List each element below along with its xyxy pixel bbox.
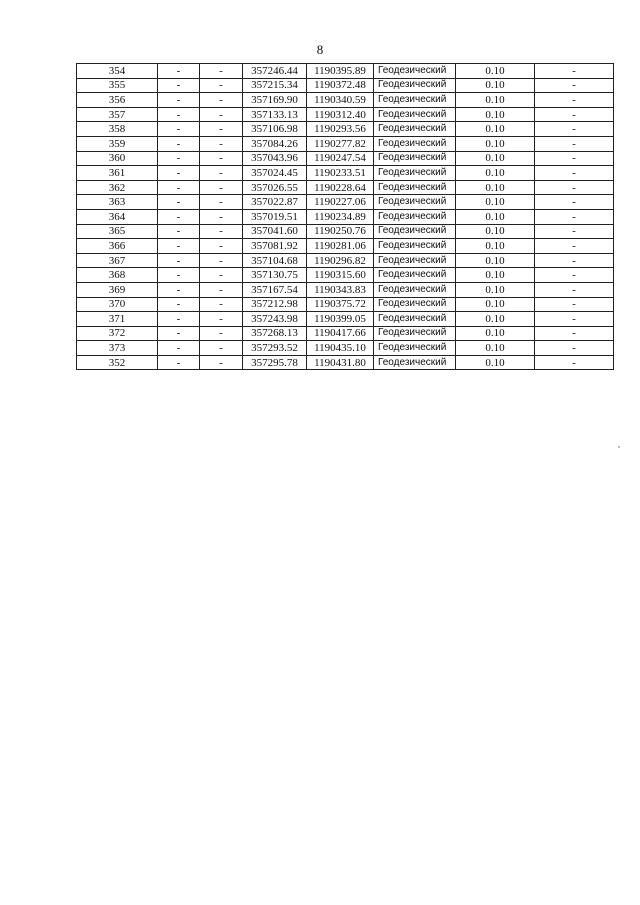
empty-x-cell: - — [158, 78, 200, 93]
x-coordinate-cell: 357133.13 — [243, 107, 307, 122]
empty-y-cell: - — [200, 78, 243, 93]
y-coordinate-cell: 1190417.66 — [307, 326, 374, 341]
empty-x-cell: - — [158, 209, 200, 224]
point-number-cell: 368 — [77, 268, 158, 283]
accuracy-cell: 0.10 — [456, 326, 535, 341]
empty-x-cell: - — [158, 268, 200, 283]
accuracy-cell: 0.10 — [456, 180, 535, 195]
note-cell: - — [535, 195, 614, 210]
empty-y-cell: - — [200, 253, 243, 268]
method-cell: Геодезический — [374, 195, 456, 210]
accuracy-cell: 0.10 — [456, 224, 535, 239]
accuracy-cell: 0.10 — [456, 355, 535, 370]
note-cell: - — [535, 180, 614, 195]
empty-x-cell: - — [158, 224, 200, 239]
y-coordinate-cell: 1190296.82 — [307, 253, 374, 268]
accuracy-cell: 0.10 — [456, 297, 535, 312]
table-row — [77, 166, 614, 181]
accuracy-cell: 0.10 — [456, 64, 535, 79]
x-coordinate-cell: 357293.52 — [243, 341, 307, 356]
empty-y-cell: - — [200, 64, 243, 79]
x-coordinate-cell: 357041.60 — [243, 224, 307, 239]
accuracy-cell: 0.10 — [456, 312, 535, 327]
empty-y-cell: - — [200, 122, 243, 137]
method-cell: Геодезический — [374, 64, 456, 79]
note-cell: - — [535, 136, 614, 151]
table-row — [77, 195, 614, 210]
empty-x-cell: - — [158, 107, 200, 122]
point-number-cell: 356 — [77, 93, 158, 108]
x-coordinate-cell: 357169.90 — [243, 93, 307, 108]
accuracy-cell: 0.10 — [456, 268, 535, 283]
method-cell: Геодезический — [374, 93, 456, 108]
accuracy-cell: 0.10 — [456, 282, 535, 297]
page-number: 8 — [316, 42, 324, 57]
point-number-cell: 357 — [77, 107, 158, 122]
note-cell: - — [535, 239, 614, 254]
method-cell: Геодезический — [374, 151, 456, 166]
x-coordinate-cell: 357243.98 — [243, 312, 307, 327]
table-row — [77, 312, 614, 327]
y-coordinate-cell: 1190372.48 — [307, 78, 374, 93]
empty-y-cell: - — [200, 209, 243, 224]
coordinates-table-body — [77, 64, 614, 370]
y-coordinate-cell: 1190233.51 — [307, 166, 374, 181]
empty-x-cell: - — [158, 151, 200, 166]
y-coordinate-cell: 1190277.82 — [307, 136, 374, 151]
accuracy-cell: 0.10 — [456, 341, 535, 356]
method-cell: Геодезический — [374, 282, 456, 297]
point-number-cell: 352 — [77, 355, 158, 370]
y-coordinate-cell: 1190228.64 — [307, 180, 374, 195]
method-cell: Геодезический — [374, 107, 456, 122]
empty-y-cell: - — [200, 239, 243, 254]
point-number-cell: 355 — [77, 78, 158, 93]
y-coordinate-cell: 1190312.40 — [307, 107, 374, 122]
method-cell: Геодезический — [374, 341, 456, 356]
empty-x-cell: - — [158, 136, 200, 151]
accuracy-cell: 0.10 — [456, 107, 535, 122]
method-cell: Геодезический — [374, 312, 456, 327]
empty-y-cell: - — [200, 151, 243, 166]
table-row — [77, 209, 614, 224]
point-number-cell: 364 — [77, 209, 158, 224]
note-cell: - — [535, 107, 614, 122]
note-cell: - — [535, 312, 614, 327]
x-coordinate-cell: 357022.87 — [243, 195, 307, 210]
empty-x-cell: - — [158, 341, 200, 356]
note-cell: - — [535, 93, 614, 108]
table-row — [77, 224, 614, 239]
x-coordinate-cell: 357295.78 — [243, 355, 307, 370]
y-coordinate-cell: 1190293.56 — [307, 122, 374, 137]
y-coordinate-cell: 1190234.89 — [307, 209, 374, 224]
accuracy-cell: 0.10 — [456, 93, 535, 108]
empty-x-cell: - — [158, 326, 200, 341]
accuracy-cell: 0.10 — [456, 78, 535, 93]
empty-y-cell: - — [200, 93, 243, 108]
margin-speck — [618, 446, 620, 448]
empty-y-cell: - — [200, 180, 243, 195]
method-cell: Геодезический — [374, 253, 456, 268]
table-row — [77, 78, 614, 93]
note-cell: - — [535, 64, 614, 79]
x-coordinate-cell: 357130.75 — [243, 268, 307, 283]
table-row — [77, 253, 614, 268]
accuracy-cell: 0.10 — [456, 195, 535, 210]
accuracy-cell: 0.10 — [456, 253, 535, 268]
note-cell: - — [535, 341, 614, 356]
point-number-cell: 369 — [77, 282, 158, 297]
method-cell: Геодезический — [374, 297, 456, 312]
empty-y-cell: - — [200, 224, 243, 239]
method-cell: Геодезический — [374, 239, 456, 254]
point-number-cell: 370 — [77, 297, 158, 312]
y-coordinate-cell: 1190247.54 — [307, 151, 374, 166]
accuracy-cell: 0.10 — [456, 151, 535, 166]
note-cell: - — [535, 151, 614, 166]
x-coordinate-cell: 357106.98 — [243, 122, 307, 137]
x-coordinate-cell: 357268.13 — [243, 326, 307, 341]
empty-y-cell: - — [200, 268, 243, 283]
table-row — [77, 122, 614, 137]
method-cell: Геодезический — [374, 326, 456, 341]
y-coordinate-cell: 1190315.60 — [307, 268, 374, 283]
y-coordinate-cell: 1190431.80 — [307, 355, 374, 370]
empty-y-cell: - — [200, 312, 243, 327]
point-number-cell: 373 — [77, 341, 158, 356]
empty-x-cell: - — [158, 180, 200, 195]
empty-x-cell: - — [158, 166, 200, 181]
x-coordinate-cell: 357084.26 — [243, 136, 307, 151]
empty-y-cell: - — [200, 326, 243, 341]
coordinates-table — [76, 63, 614, 370]
note-cell: - — [535, 209, 614, 224]
note-cell: - — [535, 122, 614, 137]
table-row — [77, 268, 614, 283]
table-row — [77, 93, 614, 108]
y-coordinate-cell: 1190399.05 — [307, 312, 374, 327]
empty-x-cell: - — [158, 253, 200, 268]
x-coordinate-cell: 357081.92 — [243, 239, 307, 254]
x-coordinate-cell: 357167.54 — [243, 282, 307, 297]
note-cell: - — [535, 297, 614, 312]
note-cell: - — [535, 166, 614, 181]
method-cell: Геодезический — [374, 122, 456, 137]
empty-y-cell: - — [200, 166, 243, 181]
point-number-cell: 358 — [77, 122, 158, 137]
method-cell: Геодезический — [374, 268, 456, 283]
accuracy-cell: 0.10 — [456, 166, 535, 181]
x-coordinate-cell: 357024.45 — [243, 166, 307, 181]
point-number-cell: 372 — [77, 326, 158, 341]
accuracy-cell: 0.10 — [456, 239, 535, 254]
point-number-cell: 371 — [77, 312, 158, 327]
x-coordinate-cell: 357246.44 — [243, 64, 307, 79]
x-coordinate-cell: 357215.34 — [243, 78, 307, 93]
note-cell: - — [535, 282, 614, 297]
empty-y-cell: - — [200, 195, 243, 210]
table-row — [77, 136, 614, 151]
note-cell: - — [535, 78, 614, 93]
empty-x-cell: - — [158, 312, 200, 327]
y-coordinate-cell: 1190343.83 — [307, 282, 374, 297]
empty-x-cell: - — [158, 355, 200, 370]
x-coordinate-cell: 357104.68 — [243, 253, 307, 268]
table-row — [77, 282, 614, 297]
empty-x-cell: - — [158, 64, 200, 79]
empty-y-cell: - — [200, 107, 243, 122]
method-cell: Геодезический — [374, 180, 456, 195]
empty-y-cell: - — [200, 282, 243, 297]
empty-y-cell: - — [200, 297, 243, 312]
x-coordinate-cell: 357212.98 — [243, 297, 307, 312]
point-number-cell: 366 — [77, 239, 158, 254]
x-coordinate-cell: 357019.51 — [243, 209, 307, 224]
accuracy-cell: 0.10 — [456, 136, 535, 151]
empty-x-cell: - — [158, 93, 200, 108]
note-cell: - — [535, 355, 614, 370]
y-coordinate-cell: 1190340.59 — [307, 93, 374, 108]
point-number-cell: 367 — [77, 253, 158, 268]
method-cell: Геодезический — [374, 355, 456, 370]
note-cell: - — [535, 326, 614, 341]
y-coordinate-cell: 1190395.89 — [307, 64, 374, 79]
point-number-cell: 359 — [77, 136, 158, 151]
accuracy-cell: 0.10 — [456, 122, 535, 137]
point-number-cell: 361 — [77, 166, 158, 181]
y-coordinate-cell: 1190281.06 — [307, 239, 374, 254]
point-number-cell: 365 — [77, 224, 158, 239]
table-row — [77, 355, 614, 370]
method-cell: Геодезический — [374, 166, 456, 181]
table-row — [77, 64, 614, 79]
table-row — [77, 341, 614, 356]
note-cell: - — [535, 253, 614, 268]
point-number-cell: 360 — [77, 151, 158, 166]
table-row — [77, 107, 614, 122]
note-cell: - — [535, 268, 614, 283]
empty-x-cell: - — [158, 122, 200, 137]
point-number-cell: 363 — [77, 195, 158, 210]
table-row — [77, 180, 614, 195]
point-number-cell: 354 — [77, 64, 158, 79]
y-coordinate-cell: 1190435.10 — [307, 341, 374, 356]
x-coordinate-cell: 357043.96 — [243, 151, 307, 166]
table-row — [77, 297, 614, 312]
y-coordinate-cell: 1190227.06 — [307, 195, 374, 210]
empty-y-cell: - — [200, 341, 243, 356]
empty-y-cell: - — [200, 355, 243, 370]
method-cell: Геодезический — [374, 224, 456, 239]
y-coordinate-cell: 1190250.76 — [307, 224, 374, 239]
method-cell: Геодезический — [374, 136, 456, 151]
table-row — [77, 326, 614, 341]
empty-x-cell: - — [158, 239, 200, 254]
y-coordinate-cell: 1190375.72 — [307, 297, 374, 312]
accuracy-cell: 0.10 — [456, 209, 535, 224]
point-number-cell: 362 — [77, 180, 158, 195]
table-row — [77, 151, 614, 166]
empty-y-cell: - — [200, 136, 243, 151]
x-coordinate-cell: 357026.55 — [243, 180, 307, 195]
method-cell: Геодезический — [374, 209, 456, 224]
empty-x-cell: - — [158, 297, 200, 312]
note-cell: - — [535, 224, 614, 239]
method-cell: Геодезический — [374, 78, 456, 93]
empty-x-cell: - — [158, 195, 200, 210]
empty-x-cell: - — [158, 282, 200, 297]
table-row — [77, 239, 614, 254]
